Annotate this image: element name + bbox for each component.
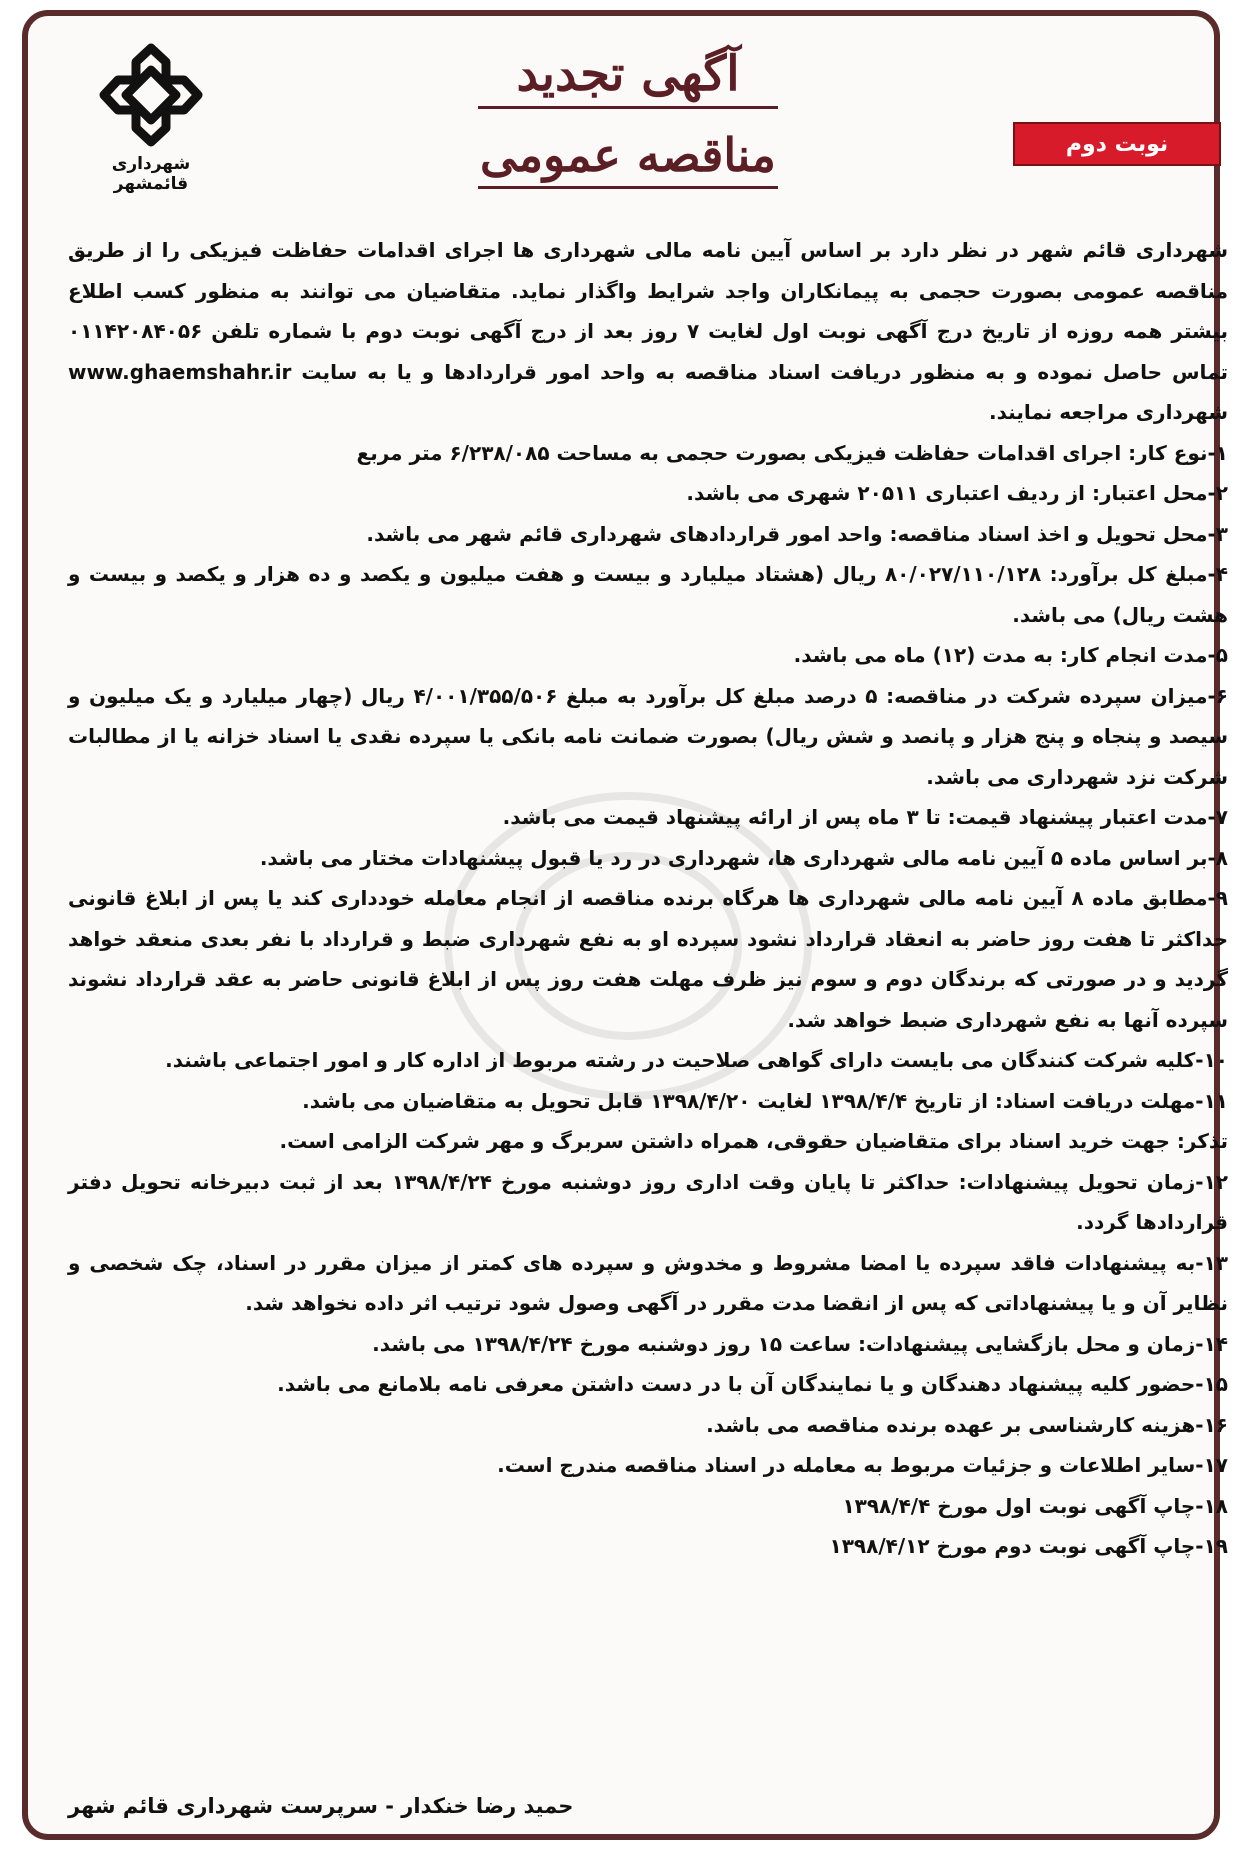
item-12: ۱۲-زمان تحویل پیشنهادات: حداکثر تا پایان وقت اداری روز دوشنبه مورخ ۱۳۹۸/۴/۲۴ بعد از ثبت دبیرخانه تحویل دفتر قراردادها گردد. xyxy=(68,1169,1228,1234)
item-7: ۷-مدت اعتبار پیشنهاد قیمت: تا ۳ ماه پس از ارائه پیشنهاد قیمت می باشد. xyxy=(502,805,1228,829)
item-19: ۱۹-چاپ آگهی نوبت دوم مورخ ۱۳۹۸/۴/۱۲ xyxy=(829,1534,1228,1558)
second-round-badge: نوبت دوم xyxy=(1013,122,1221,166)
municipality-logo xyxy=(76,40,226,194)
item-5: ۵-مدت انجام کار: به مدت (۱۲) ماه می باشد. xyxy=(793,643,1228,667)
item-15: ۱۵-حضور کلیه پیشنهاد دهندگان و یا نمایندگان آن با در دست داشتن معرفی نامه بلامانع می باشد. xyxy=(277,1372,1228,1396)
item-10: ۱۰-کلیه شرکت کنندگان می بایست دارای گواهی صلاحیت در رشته مربوط از اداره کار و امور اجتماعی باشند. xyxy=(165,1048,1228,1072)
logo-caption: شهرداری قائمشهر xyxy=(111,154,191,194)
municipality-emblem-icon xyxy=(96,40,206,150)
item-3: ۳-محل تحویل و اخذ اسناد مناقصه: واحد امور قراردادهای شهرداری قائم شهر می باشد. xyxy=(366,521,1228,546)
notice-frame xyxy=(22,10,1229,1840)
item-6: ۶-میزان سپرده شرکت در مناقصه: ۵ درصد مبلغ کل برآورد به مبلغ ۴/۰۰۱/۳۵۵/۵۰۶ ریال (چهار میلیارد و یک میلیون و سیصد و پنجاه و پنج هزار و پانصد و شش ریال) بصورت ضمانت نامه بانکی یا سپرده نقدی یا اسناد خزانه یا از مطالبات شرکت نزد شهرداری می باشد. xyxy=(68,683,1228,789)
item-13: ۱۳-به پیشنهادات فاقد سپرده یا امضا مشروط و مخدوش و سپرده های کمتر از میزان مقرر در اسناد، چک شخصی و نظایر آن و یا پیشنهاداتی که پس از انقضا مدت مقرر در آگهی وصول شود ترتیب اثر داده نخواهد شد. xyxy=(68,1250,1228,1315)
notice-body xyxy=(68,230,1228,1567)
intro-paragraph: شهرداری قائم شهر در نظر دارد بر اساس آیین نامه مالی شهرداری ها اجرای اقدامات حفاظت فیزیکی را از طریق مناقصه عمومی بصورت حجمی به پیمانکاران واجد شرایط واگذار نماید. متقاضیان می توانند به منظور کسب اطلاع بیشتر همه روزه از تاریخ درج آگهی نوبت اول لغایت ۷ روز بعد از درج آگهی نوبت دوم با شماره تلفن ۰۱۱۴۲۰۸۴۰۵۶ تماس حاصل نموده و به منظور دریافت اسناد مناقصه به واحد امور قراردادها و یا به سایت www.ghaemshahr.ir شهرداری مراجعه نمایند. xyxy=(68,238,1229,424)
item-11: ۱۱-مهلت دریافت اسناد: از تاریخ ۱۳۹۸/۴/۴ لغایت ۱۳۹۸/۴/۲۰ قابل تحویل به متقاضیان می باشد. xyxy=(302,1088,1228,1113)
title-renewal: آگهی تجدید xyxy=(358,46,898,109)
title-public-tender: مناقصه عمومی xyxy=(358,128,898,189)
item-9: ۹-مطابق ماده ۸ آیین نامه مالی شهرداری ها هرگاه برنده مناقصه از انجام معامله خودداری کند یا پس از ابلاغ قانونی حداکثر تا هفت روز حاضر به انعقاد قرارداد نشود سپرده او به نفع شهرداری ضبط و قرارداد با نفر بعدی منعقد خواهد گردید و در صورتی که برندگان دوم و سوم نیز ظرف مهلت هفت روز پس از ابلاغ قانونی حاضر به عقد قرارداد نشوند سپرده آنها به نفع شهرداری ضبط خواهد شد. xyxy=(68,886,1228,1032)
item-8: ۸-بر اساس ماده ۵ آیین نامه مالی شهرداری ها، شهرداری در رد یا قبول پیشنهادات مختار می باشد. xyxy=(259,845,1228,870)
item-17: ۱۷-سایر اطلاعات و جزئیات مربوط به معامله در اسناد مناقصه مندرج است. xyxy=(497,1453,1228,1477)
item-16: ۱۶-هزینه کارشناسی بر عهده برنده مناقصه می باشد. xyxy=(706,1412,1228,1437)
item-14: ۱۴-زمان و محل بازگشایی پیشنهادات: ساعت ۱۵ روز دوشنبه مورخ ۱۳۹۸/۴/۲۴ می باشد. xyxy=(372,1331,1228,1356)
item-1: ۱-نوع کار: اجرای اقدامات حفاظت فیزیکی بصورت حجمی به مساحت ۶/۲۳۸/۰۸۵ متر مربع xyxy=(356,440,1228,465)
item-18: ۱۸-چاپ آگهی نوبت اول مورخ ۱۳۹۸/۴/۴ xyxy=(842,1493,1228,1518)
signature-line: حمید رضا خنکدار - سرپرست شهرداری قائم شهر xyxy=(68,1794,574,1818)
item-2: ۲-محل اعتبار: از ردیف اعتباری ۲۰۵۱۱ شهری می باشد. xyxy=(686,481,1228,505)
item-4: ۴-مبلغ کل برآورد: ۸۰/۰۲۷/۱۱۰/۱۲۸ ریال (هشتاد میلیارد و بیست و هفت میلیون و یکصد و ده هزار و یکصد و بیست و هشت ریال) می باشد. xyxy=(68,562,1228,627)
note: تذکر: جهت خرید اسناد برای متقاضیان حقوقی، همراه داشتن سربرگ و مهر شرکت الزامی است. xyxy=(279,1129,1228,1153)
